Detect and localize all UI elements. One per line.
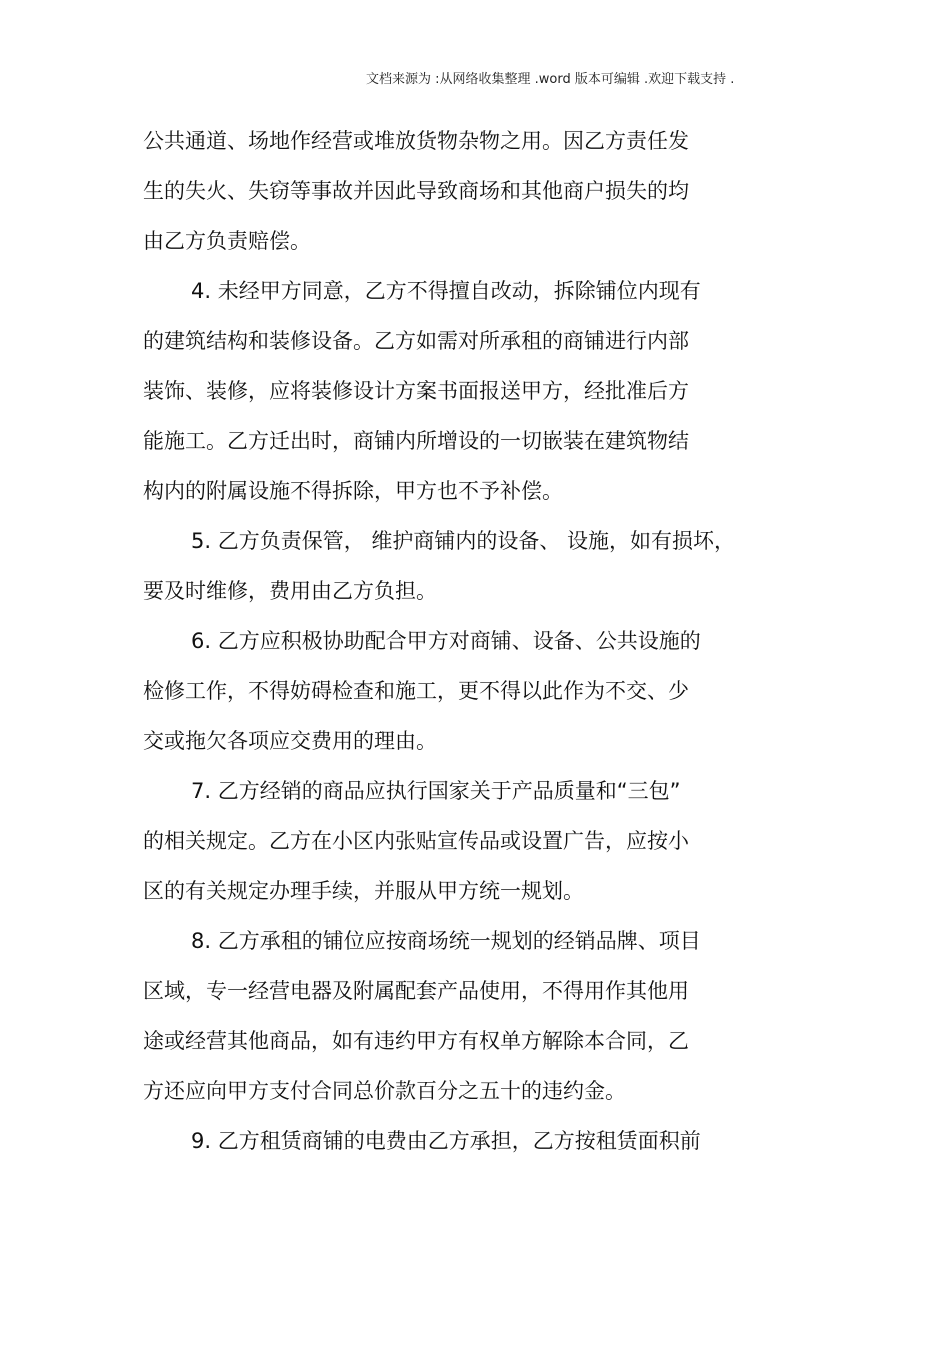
text-line: 区域，专一经营电器及附属配套产品使用，不得用作其他用 bbox=[143, 979, 689, 1003]
text-line: 公共通道、场地作经营或堆放货物杂物之用。因乙方责任发 bbox=[143, 129, 689, 153]
text-line: 方还应向甲方支付合同总价款百分之五十的违约金。 bbox=[143, 1079, 626, 1103]
document-header: 文档来源为 :从网络收集整理 .word 版本可编辑 .欢迎下载支持 . bbox=[366, 72, 735, 87]
clause-5-start: 5. 乙方负责保管， 维护商铺内的设备、 设施，如有损坏， bbox=[191, 529, 736, 553]
text-line: 的建筑结构和装修设备。乙方如需对所承租的商铺进行内部 bbox=[143, 329, 689, 353]
clause-7-start: 7. 乙方经销的商品应执行国家关于产品质量和“三包” bbox=[191, 779, 681, 803]
text-line: 要及时维修，费用由乙方负担。 bbox=[143, 579, 437, 603]
text-line: 生的失火、失窃等事故并因此导致商场和其他商户损失的均 bbox=[143, 179, 689, 203]
text-line: 装饰、装修，应将装修设计方案书面报送甲方，经批准后方 bbox=[143, 379, 689, 403]
text-line: 的相关规定。乙方在小区内张贴宣传品或设置广告，应按小 bbox=[143, 829, 689, 853]
text-line: 构内的附属设施不得拆除，甲方也不予补偿。 bbox=[143, 479, 563, 503]
text-line: 途或经营其他商品，如有违约甲方有权单方解除本合同，乙 bbox=[143, 1029, 689, 1053]
clause-6-start: 6. 乙方应积极协助配合甲方对商铺、设备、公共设施的 bbox=[191, 629, 701, 653]
clause-9-start: 9. 乙方租赁商铺的电费由乙方承担，乙方按租赁面积前 bbox=[191, 1129, 701, 1153]
text-line: 检修工作，不得妨碍检查和施工，更不得以此作为不交、少 bbox=[143, 679, 689, 703]
text-line: 能施工。乙方迁出时，商铺内所增设的一切嵌装在建筑物结 bbox=[143, 429, 689, 453]
clause-8-start: 8. 乙方承租的铺位应按商场统一规划的经销品牌、项目 bbox=[191, 929, 701, 953]
clause-4-start: 4. 未经甲方同意，乙方不得擅自改动，拆除铺位内现有 bbox=[191, 279, 701, 303]
text-line: 区的有关规定办理手续，并服从甲方统一规划。 bbox=[143, 879, 584, 903]
text-line: 交或拖欠各项应交费用的理由。 bbox=[143, 729, 437, 753]
text-line: 由乙方负责赔偿。 bbox=[143, 229, 311, 253]
